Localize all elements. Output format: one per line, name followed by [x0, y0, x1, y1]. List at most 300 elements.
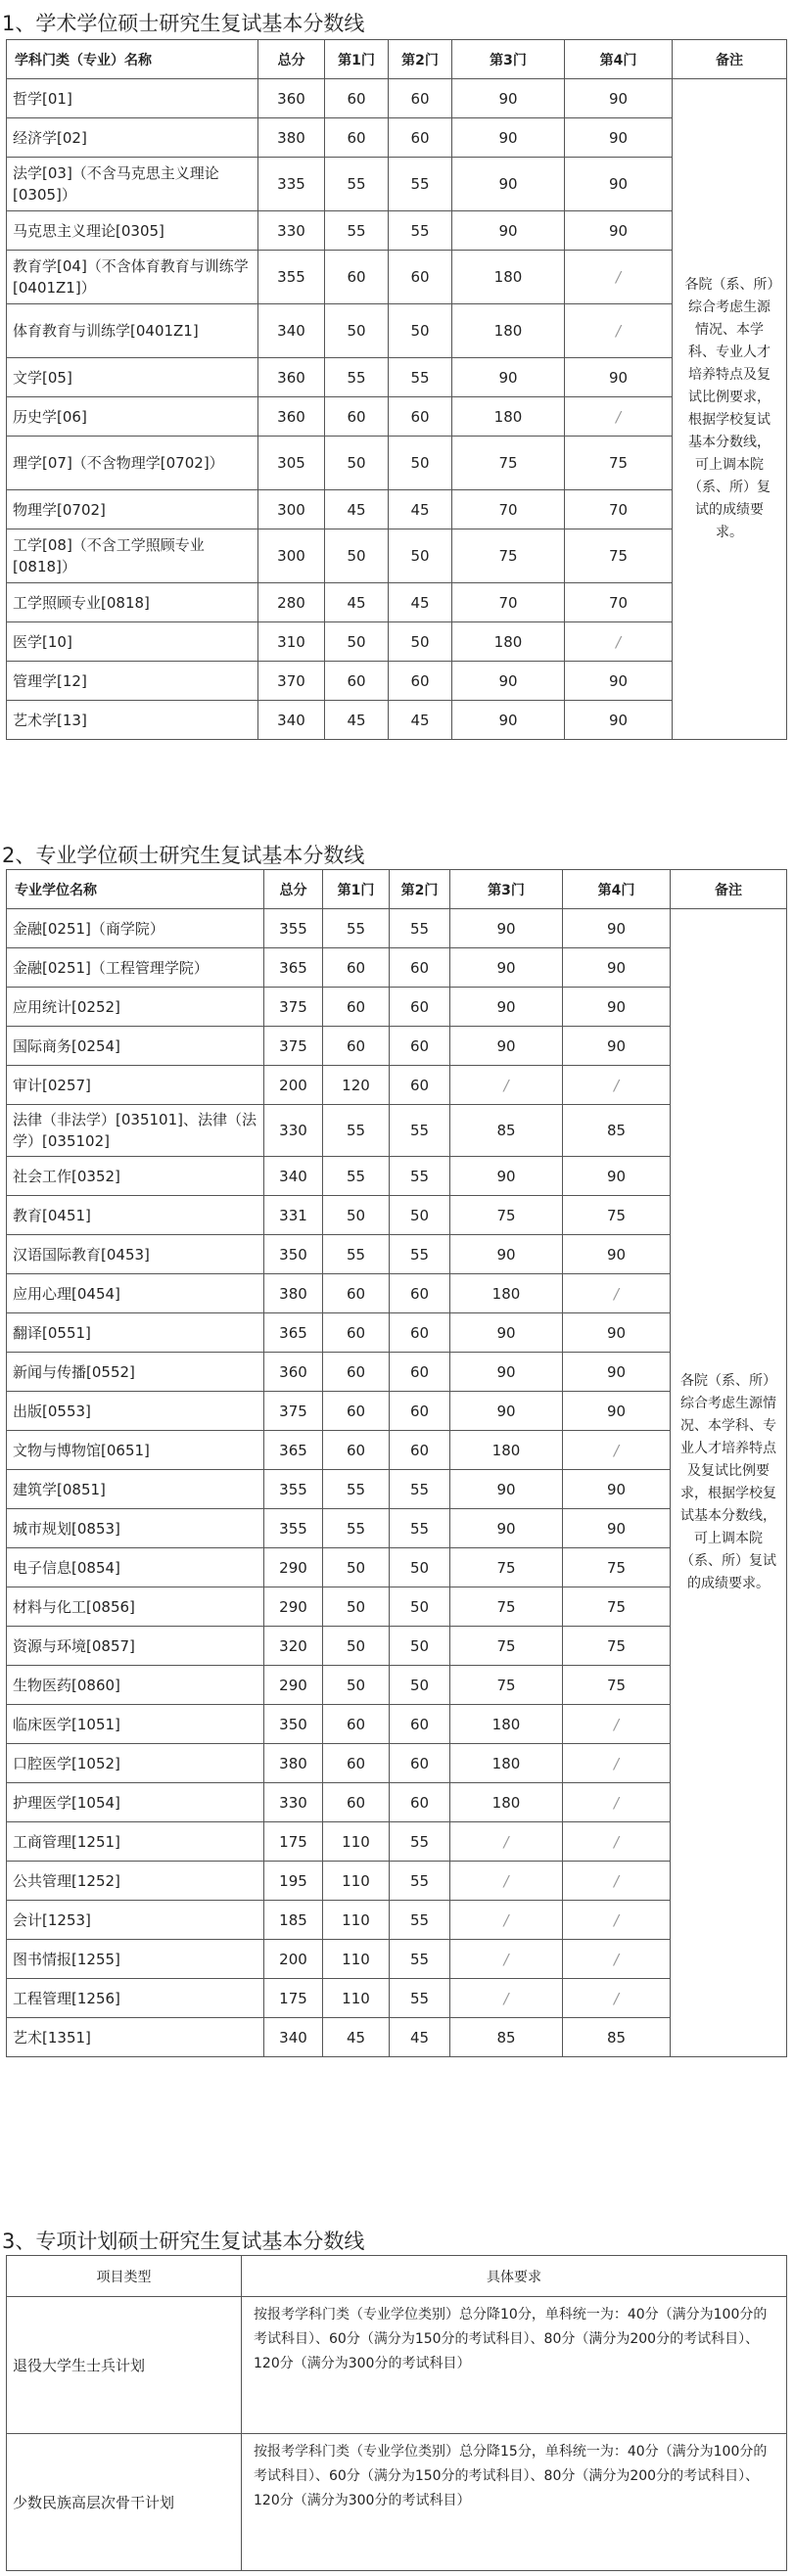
score-cell: 45: [390, 2018, 450, 2057]
score-cell: 60: [323, 1744, 390, 1783]
table-row: [7, 1027, 787, 1066]
score-cell: 60: [389, 79, 452, 118]
score-cell: 380: [264, 1274, 323, 1313]
table-row: [7, 1705, 787, 1744]
score-cell: 90: [563, 1235, 671, 1274]
score-cell: 60: [325, 79, 389, 118]
score-cell: 331: [264, 1196, 323, 1235]
table-row: [7, 1105, 787, 1157]
row-name: 文学[05]: [7, 358, 258, 397]
score-cell: /: [563, 1431, 671, 1470]
row-name: 医学[10]: [7, 622, 258, 662]
table-row: [7, 2434, 787, 2571]
score-cell: 175: [264, 1822, 323, 1862]
row-name: 城市规划[0853]: [7, 1509, 264, 1548]
score-cell: 335: [258, 158, 325, 211]
row-name: 教育学[04]（不含体育教育与训练学[0401Z1]）: [7, 251, 258, 304]
table-row: [7, 988, 787, 1027]
table-row: [7, 948, 787, 988]
row-name: 口腔医学[1052]: [7, 1744, 264, 1783]
table-row: [7, 1548, 787, 1587]
row-name: 历史学[06]: [7, 397, 258, 437]
score-cell: 365: [264, 1313, 323, 1353]
row-name: 翻译[0551]: [7, 1313, 264, 1353]
score-cell: 200: [264, 1940, 323, 1979]
score-cell: 60: [323, 1431, 390, 1470]
score-cell: 55: [390, 1940, 450, 1979]
score-cell: 50: [389, 529, 452, 583]
score-cell: 320: [264, 1627, 323, 1666]
score-cell: 110: [323, 1979, 390, 2018]
score-cell: 50: [390, 1587, 450, 1627]
score-cell: 380: [264, 1744, 323, 1783]
score-cell: /: [563, 1901, 671, 1940]
score-cell: 60: [325, 662, 389, 701]
score-cell: 60: [390, 1313, 450, 1353]
table-row: [7, 437, 787, 490]
score-cell: 360: [264, 1353, 323, 1392]
score-cell: 60: [390, 1066, 450, 1105]
score-cell: 55: [389, 358, 452, 397]
score-cell: /: [450, 1979, 563, 2018]
score-cell: 50: [325, 622, 389, 662]
score-cell: 60: [323, 1274, 390, 1313]
score-cell: 55: [390, 909, 450, 948]
table-row: [7, 1274, 787, 1313]
score-cell: 380: [258, 118, 325, 158]
column-header: 备注: [673, 40, 787, 79]
row-name: 应用心理[0454]: [7, 1274, 264, 1313]
score-cell: 280: [258, 583, 325, 622]
score-cell: 355: [264, 1509, 323, 1548]
score-cell: 90: [450, 1353, 563, 1392]
score-cell: 50: [389, 437, 452, 490]
table-row: [7, 2018, 787, 2057]
score-cell: 185: [264, 1901, 323, 1940]
score-cell: /: [563, 1274, 671, 1313]
row-name: 工程管理[1256]: [7, 1979, 264, 2018]
score-cell: 60: [389, 118, 452, 158]
score-cell: 50: [323, 1548, 390, 1587]
column-header: 具体要求: [242, 2256, 787, 2297]
table-row: [7, 1509, 787, 1548]
score-cell: 340: [258, 701, 325, 740]
score-cell: 60: [323, 1027, 390, 1066]
score-cell: 60: [390, 948, 450, 988]
score-cell: 90: [565, 118, 673, 158]
score-cell: 70: [452, 583, 565, 622]
score-cell: 110: [323, 1822, 390, 1862]
score-cell: 70: [565, 490, 673, 529]
score-cell: 75: [563, 1666, 671, 1705]
score-cell: 50: [323, 1196, 390, 1235]
table-row: [7, 1235, 787, 1274]
score-cell: 375: [264, 1027, 323, 1066]
score-cell: 90: [450, 1509, 563, 1548]
score-cell: 375: [264, 1392, 323, 1431]
score-cell: 60: [323, 988, 390, 1027]
score-cell: 60: [325, 251, 389, 304]
score-cell: 180: [450, 1274, 563, 1313]
score-cell: 45: [323, 2018, 390, 2057]
score-cell: 360: [258, 79, 325, 118]
table-row: [7, 529, 787, 583]
score-cell: 75: [450, 1196, 563, 1235]
table-row: [7, 662, 787, 701]
score-cell: 60: [323, 1392, 390, 1431]
score-cell: 370: [258, 662, 325, 701]
section2-title: 2、专业学位硕士研究生复试基本分数线: [2, 844, 365, 867]
score-cell: 340: [258, 304, 325, 358]
score-cell: 75: [563, 1627, 671, 1666]
score-cell: 50: [390, 1627, 450, 1666]
table-row: [7, 251, 787, 304]
score-cell: 90: [450, 1470, 563, 1509]
score-cell: 85: [563, 2018, 671, 2057]
table-row: [7, 1470, 787, 1509]
table-row: [7, 1157, 787, 1196]
score-cell: 180: [452, 251, 565, 304]
score-cell: 55: [325, 211, 389, 251]
score-cell: 90: [450, 948, 563, 988]
table-header-row: [7, 40, 787, 79]
score-cell: 60: [389, 662, 452, 701]
score-cell: 75: [450, 1587, 563, 1627]
score-cell: 55: [325, 158, 389, 211]
score-cell: 75: [563, 1587, 671, 1627]
table-row: [7, 1744, 787, 1783]
score-cell: 90: [450, 909, 563, 948]
score-cell: 350: [264, 1705, 323, 1744]
score-cell: 60: [323, 948, 390, 988]
score-cell: 330: [258, 211, 325, 251]
score-cell: 90: [563, 1353, 671, 1392]
score-cell: 90: [563, 988, 671, 1027]
score-cell: 90: [563, 948, 671, 988]
column-header: 第2门: [389, 40, 452, 79]
score-cell: 60: [390, 1705, 450, 1744]
score-cell: 90: [452, 158, 565, 211]
score-cell: /: [563, 1066, 671, 1105]
score-cell: 365: [264, 948, 323, 988]
row-name: 体育教育与训练学[0401Z1]: [7, 304, 258, 358]
column-header: 专业学位名称: [7, 870, 264, 909]
score-cell: 90: [563, 909, 671, 948]
score-cell: /: [563, 1744, 671, 1783]
score-cell: 200: [264, 1066, 323, 1105]
score-cell: 90: [563, 1509, 671, 1548]
score-cell: 55: [390, 1901, 450, 1940]
score-cell: 60: [390, 1274, 450, 1313]
score-cell: 60: [390, 1353, 450, 1392]
row-name: 护理医学[1054]: [7, 1783, 264, 1822]
score-cell: 55: [389, 211, 452, 251]
score-cell: 300: [258, 490, 325, 529]
score-cell: 60: [325, 397, 389, 437]
table-row: [7, 158, 787, 211]
score-cell: /: [565, 397, 673, 437]
table-row: [7, 1822, 787, 1862]
row-name: 金融[0251]（商学院）: [7, 909, 264, 948]
score-cell: 355: [264, 909, 323, 948]
column-header: 项目类型: [7, 2256, 242, 2297]
score-cell: 60: [390, 1431, 450, 1470]
row-name: 建筑学[0851]: [7, 1470, 264, 1509]
score-cell: 55: [325, 358, 389, 397]
score-cell: 340: [264, 1157, 323, 1196]
score-cell: 55: [390, 1979, 450, 2018]
score-cell: /: [563, 1979, 671, 2018]
row-name: 社会工作[0352]: [7, 1157, 264, 1196]
row-name: 文物与博物馆[0651]: [7, 1431, 264, 1470]
row-name: 图书情报[1255]: [7, 1940, 264, 1979]
score-cell: /: [450, 1940, 563, 1979]
project-type: 退役大学生士兵计划: [7, 2297, 242, 2434]
score-cell: 90: [450, 1392, 563, 1431]
score-cell: 180: [452, 622, 565, 662]
table-header-row: [7, 870, 787, 909]
score-cell: 60: [325, 118, 389, 158]
score-cell: /: [450, 1066, 563, 1105]
score-cell: 310: [258, 622, 325, 662]
score-cell: 55: [390, 1235, 450, 1274]
score-cell: 75: [452, 529, 565, 583]
row-name: 教育[0451]: [7, 1196, 264, 1235]
score-cell: 55: [390, 1862, 450, 1901]
score-cell: 75: [450, 1627, 563, 1666]
score-cell: 70: [565, 583, 673, 622]
score-cell: 50: [389, 622, 452, 662]
row-name: 应用统计[0252]: [7, 988, 264, 1027]
score-cell: 60: [389, 397, 452, 437]
score-cell: 90: [565, 211, 673, 251]
score-cell: 110: [323, 1940, 390, 1979]
score-cell: 90: [450, 1313, 563, 1353]
row-name: 生物医药[0860]: [7, 1666, 264, 1705]
score-cell: 290: [264, 1666, 323, 1705]
table-row: [7, 1901, 787, 1940]
score-cell: 180: [450, 1744, 563, 1783]
score-cell: 85: [563, 1105, 671, 1157]
table-row: [7, 1313, 787, 1353]
score-cell: 55: [323, 1157, 390, 1196]
row-name: 哲学[01]: [7, 79, 258, 118]
score-cell: /: [450, 1901, 563, 1940]
score-cell: 340: [264, 2018, 323, 2057]
score-cell: 90: [452, 701, 565, 740]
score-cell: 55: [390, 1105, 450, 1157]
score-cell: /: [563, 1783, 671, 1822]
score-cell: 75: [565, 529, 673, 583]
table-row: [7, 1196, 787, 1235]
row-name: 法学[03]（不含马克思主义理论[0305]）: [7, 158, 258, 211]
score-cell: 110: [323, 1901, 390, 1940]
remark-cell: 各院（系、所）综合考虑生源情况、本学科、专业人才培养特点及复试比例要求，根据学校复试基本分数线，可上调本院（系、所）复试的成绩要求。: [673, 79, 787, 740]
score-cell: 85: [450, 2018, 563, 2057]
table-row: [7, 304, 787, 358]
score-cell: 90: [563, 1027, 671, 1066]
score-cell: 75: [452, 437, 565, 490]
column-header: 第1门: [325, 40, 389, 79]
row-name: 资源与环境[0857]: [7, 1627, 264, 1666]
row-name: 审计[0257]: [7, 1066, 264, 1105]
score-cell: /: [565, 304, 673, 358]
score-cell: 60: [389, 251, 452, 304]
table-row: [7, 358, 787, 397]
score-cell: 305: [258, 437, 325, 490]
row-name: 艺术学[13]: [7, 701, 258, 740]
row-name: 出版[0553]: [7, 1392, 264, 1431]
score-cell: 90: [565, 358, 673, 397]
score-cell: 50: [390, 1666, 450, 1705]
row-name: 经济学[02]: [7, 118, 258, 158]
score-cell: 50: [325, 437, 389, 490]
score-cell: /: [450, 1862, 563, 1901]
row-name: 汉语国际教育[0453]: [7, 1235, 264, 1274]
score-cell: 90: [452, 118, 565, 158]
row-name: 法律（非法学）[035101]、法律（法学）[035102]: [7, 1105, 264, 1157]
table-row: [7, 622, 787, 662]
score-cell: 60: [390, 1744, 450, 1783]
score-cell: 330: [264, 1783, 323, 1822]
column-header: 第1门: [323, 870, 390, 909]
score-cell: 55: [323, 1509, 390, 1548]
score-cell: 90: [452, 662, 565, 701]
score-cell: 360: [258, 358, 325, 397]
score-cell: 55: [323, 1105, 390, 1157]
score-cell: 85: [450, 1105, 563, 1157]
score-cell: 55: [323, 1470, 390, 1509]
table-row: [7, 701, 787, 740]
score-cell: 60: [390, 1392, 450, 1431]
score-cell: 330: [264, 1105, 323, 1157]
table-row: [7, 909, 787, 948]
row-name: 工学照顾专业[0818]: [7, 583, 258, 622]
row-name: 物理学[0702]: [7, 490, 258, 529]
score-cell: 90: [565, 79, 673, 118]
row-name: 新闻与传播[0552]: [7, 1353, 264, 1392]
score-cell: 60: [390, 1027, 450, 1066]
table-row: [7, 1392, 787, 1431]
score-cell: 180: [450, 1705, 563, 1744]
table-row: [7, 118, 787, 158]
score-cell: 55: [390, 1822, 450, 1862]
score-cell: 45: [325, 583, 389, 622]
score-cell: 350: [264, 1235, 323, 1274]
score-cell: /: [450, 1822, 563, 1862]
score-cell: 45: [389, 583, 452, 622]
row-name: 工学[08]（不含工学照顾专业[0818]）: [7, 529, 258, 583]
score-cell: 55: [390, 1509, 450, 1548]
score-cell: 60: [390, 988, 450, 1027]
score-cell: 360: [258, 397, 325, 437]
score-cell: 365: [264, 1431, 323, 1470]
score-cell: 175: [264, 1979, 323, 2018]
row-name: 国际商务[0254]: [7, 1027, 264, 1066]
score-cell: 55: [390, 1157, 450, 1196]
score-cell: 90: [452, 358, 565, 397]
score-cell: /: [563, 1862, 671, 1901]
score-cell: /: [563, 1822, 671, 1862]
professional-score-table: [6, 869, 787, 2057]
score-cell: 300: [258, 529, 325, 583]
score-cell: 180: [452, 397, 565, 437]
score-cell: 60: [323, 1313, 390, 1353]
score-cell: 50: [325, 304, 389, 358]
score-cell: /: [565, 251, 673, 304]
score-cell: 55: [323, 909, 390, 948]
score-cell: 55: [323, 1235, 390, 1274]
table-row: [7, 79, 787, 118]
table-row: [7, 1353, 787, 1392]
table-row: [7, 1066, 787, 1105]
score-cell: 120: [323, 1066, 390, 1105]
table-row: [7, 583, 787, 622]
score-cell: /: [563, 1940, 671, 1979]
column-header: 第2门: [390, 870, 450, 909]
score-cell: 355: [258, 251, 325, 304]
score-cell: 55: [389, 158, 452, 211]
table-row: [7, 211, 787, 251]
column-header: 总分: [264, 870, 323, 909]
table-header-row: [7, 2256, 787, 2297]
special-plan-table: [6, 2255, 787, 2571]
row-name: 公共管理[1252]: [7, 1862, 264, 1901]
row-name: 管理学[12]: [7, 662, 258, 701]
score-cell: 60: [323, 1783, 390, 1822]
score-cell: 70: [452, 490, 565, 529]
score-cell: 90: [563, 1392, 671, 1431]
score-cell: 90: [450, 988, 563, 1027]
score-cell: 290: [264, 1587, 323, 1627]
row-name: 会计[1253]: [7, 1901, 264, 1940]
score-cell: 90: [452, 79, 565, 118]
table-row: [7, 1431, 787, 1470]
row-name: 马克思主义理论[0305]: [7, 211, 258, 251]
column-header: 第4门: [565, 40, 673, 79]
score-cell: 45: [389, 701, 452, 740]
column-header: 总分: [258, 40, 325, 79]
row-name: 金融[0251]（工程管理学院）: [7, 948, 264, 988]
score-cell: 90: [563, 1470, 671, 1509]
score-cell: /: [565, 622, 673, 662]
row-name: 电子信息[0854]: [7, 1548, 264, 1587]
table-row: [7, 1862, 787, 1901]
score-cell: 60: [323, 1705, 390, 1744]
score-cell: 60: [323, 1353, 390, 1392]
table-row: [7, 2297, 787, 2434]
score-cell: 50: [323, 1627, 390, 1666]
score-cell: 75: [450, 1666, 563, 1705]
score-cell: 75: [450, 1548, 563, 1587]
score-cell: 50: [325, 529, 389, 583]
score-cell: 90: [565, 701, 673, 740]
column-header: 学科门类（专业）名称: [7, 40, 258, 79]
score-cell: 290: [264, 1548, 323, 1587]
score-cell: 180: [450, 1783, 563, 1822]
score-cell: 45: [325, 701, 389, 740]
column-header: 第3门: [452, 40, 565, 79]
score-cell: 90: [563, 1157, 671, 1196]
score-cell: 110: [323, 1862, 390, 1901]
column-header: 第4门: [563, 870, 671, 909]
score-cell: 90: [565, 158, 673, 211]
score-cell: 90: [563, 1313, 671, 1353]
table-row: [7, 1979, 787, 2018]
project-type: 少数民族高层次骨干计划: [7, 2434, 242, 2571]
score-cell: 180: [450, 1431, 563, 1470]
table-row: [7, 1666, 787, 1705]
